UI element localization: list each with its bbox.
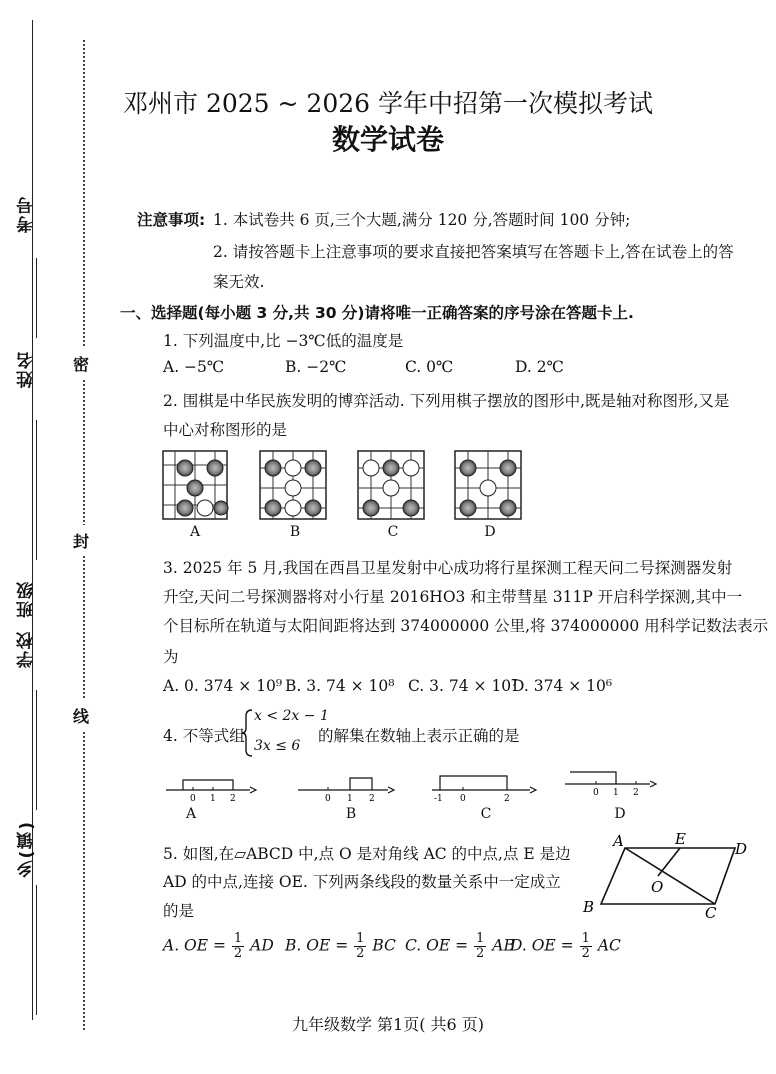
option-label: B. OE = <box>285 936 349 955</box>
tick-label: 1 <box>347 794 353 804</box>
q5-option-b <box>285 932 396 961</box>
point-label: B <box>583 898 595 916</box>
go-label-a: A <box>189 524 201 540</box>
q4-prefix: 4. 不等式组 <box>163 727 245 745</box>
go-label-b: B <box>289 524 301 540</box>
field-underline <box>36 885 38 1015</box>
point-label: A <box>613 832 624 850</box>
q4-inequality-2: 3x ≤ 6 <box>254 738 301 754</box>
denominator: 2 <box>356 946 365 961</box>
q3-option-c: C. 3. 74 × 10⁷ <box>408 677 518 695</box>
exam-subtitle: 数学试卷 <box>331 123 444 156</box>
seal-char-feng: 封 <box>73 525 89 556</box>
q5-option-c <box>405 932 515 961</box>
tick-label: 0 <box>325 794 331 804</box>
field-class <box>14 580 54 618</box>
point-label: E <box>675 832 686 848</box>
q3-option-d: D. 374 × 10⁶ <box>512 677 613 695</box>
field-underline <box>36 420 38 560</box>
number-line-label-c: C <box>480 806 492 822</box>
option-label: C. OE = <box>405 936 469 955</box>
tick-label: 0 <box>460 794 466 804</box>
number-line-d <box>565 772 656 798</box>
point-label: O <box>651 878 664 896</box>
q5-line-2: AD 的中点,连接 OE. 下列两条线段的数量关系中一定成立 <box>163 873 561 891</box>
number-line-label-d: D <box>614 806 626 822</box>
tick-label: -1 <box>434 794 443 804</box>
denominator: 2 <box>233 946 243 961</box>
option-tail: BC <box>372 936 396 955</box>
q3-option-b: B. 3. 74 × 10⁸ <box>285 677 395 695</box>
denominator: 2 <box>581 946 590 961</box>
parallelogram-figure <box>575 832 775 922</box>
field-underline <box>36 258 38 338</box>
q3-line-1: 3. 2025 年 5 月,我国在西昌卫星发射中心成功将行星探测工程天问二号探测器发射 <box>163 559 733 577</box>
seal-char-mi: 密 <box>73 348 89 379</box>
notice-line-2a: 2. 请按答题卡上注意事项的要求直接把答案填写在答题卡上,答在试卷上的答 <box>213 243 734 261</box>
field-label: 学校 <box>17 630 37 668</box>
q1-option-d: D. 2℃ <box>515 358 564 376</box>
numerator: 1 <box>581 931 590 946</box>
option-tail: AD <box>250 936 274 955</box>
field-label: 乡(镇) <box>17 820 37 878</box>
field-label: 姓名 <box>17 350 37 388</box>
q1-option-c: C. 0℃ <box>405 358 454 376</box>
field-township <box>14 820 54 878</box>
denominator: 2 <box>476 946 485 961</box>
go-board-d <box>455 451 521 519</box>
q5-line-1: 5. 如图,在▱ABCD 中,点 O 是对角线 AC 的中点,点 E 是边 <box>163 845 571 863</box>
option-label: D. OE = <box>510 936 574 955</box>
field-name <box>14 350 54 388</box>
go-label-c: C <box>387 524 399 540</box>
q4-suffix: 的解集在数轴上表示正确的是 <box>318 727 520 745</box>
go-board-b <box>260 451 326 519</box>
number-lines-figure <box>160 768 660 828</box>
field-label: 考号 <box>17 195 37 233</box>
tick-label: 2 <box>369 794 375 804</box>
tick-label: 2 <box>633 788 639 798</box>
numerator: 1 <box>233 931 243 946</box>
go-boards-figure <box>160 448 530 528</box>
q3-option-a: A. 0. 374 × 10⁹ <box>163 677 283 695</box>
q4-inequality-1: x < 2x − 1 <box>254 708 329 724</box>
q1-option-b: B. −2℃ <box>285 358 347 376</box>
go-board-c <box>358 451 424 519</box>
fraction <box>232 932 244 961</box>
section-heading: 一、选择题(每小题 3 分,共 30 分)请将唯一正确答案的序号涂在答题卡上. <box>120 304 634 322</box>
exam-title: 邓州市 2025 ~ 2026 学年中招第一次模拟考试 <box>123 89 653 118</box>
fraction <box>580 932 592 961</box>
numerator: 1 <box>476 931 485 946</box>
number-line-b <box>298 778 394 804</box>
fraction <box>474 932 486 961</box>
number-line-label-b: B <box>345 806 357 822</box>
option-tail: AC <box>597 936 621 955</box>
tick-label: 2 <box>230 794 236 804</box>
q3-line-3: 个目标所在轨道与太阳间距将达到 374000000 公里,将 374000000 用科学记数法表示 <box>163 617 769 635</box>
field-school <box>14 630 54 668</box>
point-label: C <box>705 904 717 922</box>
seal-char-xian: 线 <box>73 700 89 731</box>
q3-line-4: 为 <box>163 648 179 666</box>
field-exam-number <box>14 195 54 233</box>
tick-label: 1 <box>210 794 216 804</box>
q1-stem: 1. 下列温度中,比 −3℃低的温度是 <box>163 332 404 350</box>
option-tail: AB <box>492 936 515 955</box>
tick-label: 0 <box>593 788 599 798</box>
brace-icon <box>240 708 254 758</box>
fraction <box>354 932 366 961</box>
q5-option-a <box>163 932 274 961</box>
tick-label: 2 <box>504 794 510 804</box>
go-board-a <box>163 451 228 519</box>
field-underline <box>36 690 38 810</box>
field-label: 班级 <box>17 580 37 618</box>
tick-label: 1 <box>613 788 619 798</box>
point-label: D <box>735 840 748 858</box>
number-line-label-a: A <box>185 806 197 822</box>
option-label: A. OE = <box>163 936 226 955</box>
q5-line-3: 的是 <box>163 902 195 920</box>
number-line-c <box>432 776 536 804</box>
go-label-d: D <box>484 524 496 540</box>
q2-stem-1: 2. 围棋是中华民族发明的博弈活动. 下列用棋子摆放的图形中,既是轴对称图形,又是 <box>163 392 730 410</box>
q3-line-2: 升空,天问二号探测器将对小行星 2016HO3 和主带彗星 311P 开启科学探测,其中一 <box>163 588 743 606</box>
tick-label: 0 <box>190 794 196 804</box>
notice-label: 注意事项: <box>137 211 206 229</box>
q1-option-a: A. −5℃ <box>163 358 225 376</box>
q5-option-d <box>510 932 621 961</box>
numerator: 1 <box>356 931 365 946</box>
page-footer: 九年级数学 第1页( 共6 页) <box>291 1015 485 1034</box>
number-line-a <box>166 780 256 804</box>
q2-stem-2: 中心对称图形的是 <box>163 421 288 439</box>
notice-line-2b: 案无效. <box>213 273 265 291</box>
notice-line-1: 1. 本试卷共 6 页,三个大题,满分 120 分,答题时间 100 分钟; <box>213 211 631 229</box>
